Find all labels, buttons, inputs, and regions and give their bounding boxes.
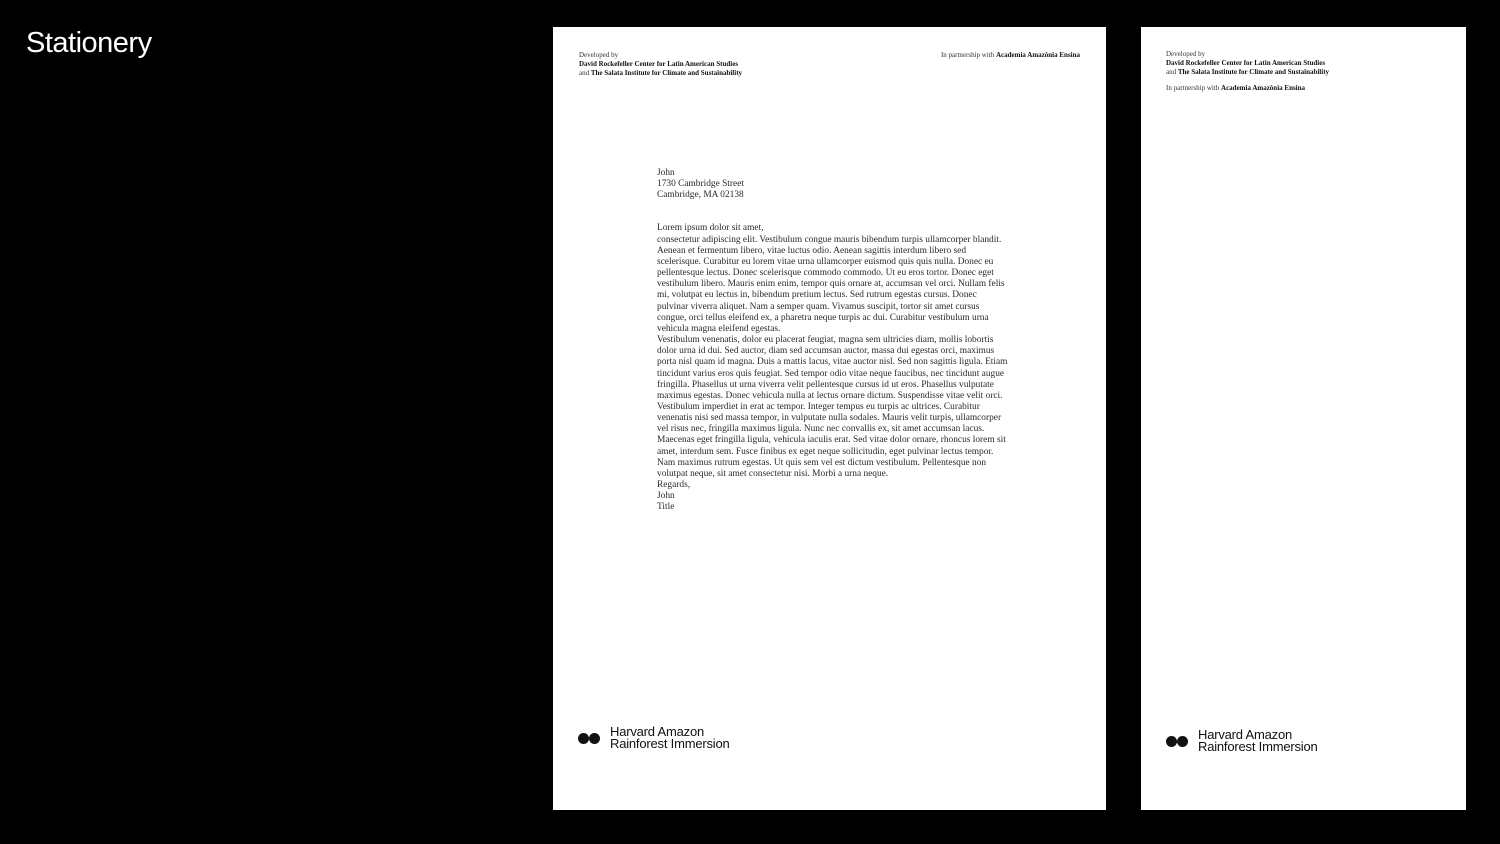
paragraph: Maecenas eget fringilla ligula, vehicula iaculis erat. Sed vitae dolor ornare, rhoncus lorem sit amet, interdum sem. Fusce finibus ex eget neque sollicitudin, eget pulvinar lectus tempor. Nam maximus rutrum egestas. Ut quis sem vel est dictum vestibulum. Pellentesque non volutpat neque, sit amet consectetur nisi. Morbi a urna neque. [657,435,1006,479]
recipient-city: Cambridge, MA 02138 [657,190,744,201]
developed-by-block [579,51,742,78]
two-dots-logo-icon [578,733,600,744]
page-title: Stationery [26,27,152,59]
signer-name: John [657,491,675,502]
recipient-name: John [657,168,675,178]
brand-logo [1166,729,1318,753]
wordmark [1198,729,1318,753]
partner-name: Academia Amazônia Ensina [1221,84,1306,92]
partner-prefix: In partnership with [1166,84,1220,92]
org-drclas: David Rockefeller Center for Latin American Studies [579,60,739,68]
paragraph: consectetur adipiscing elit. Vestibulum congue mauris bibendum turpis ullamcorper blandit. Aenean et fermentum libero, vitae luctus odio. Aenean sagittis interdum libero sed scelerisque. Curabitur eu lorem vitae urna ullamcorper euismod quis quis nulla. Donec eu pellentesque lectus. Donec scelerisque commodo commodo. Ut eu eros tortor. Donec eget vestibulum libero. Mauris enim enim, tempor quis ornare at, accumsan vel orci. Nullam felis mi, volutpat eu lectus in, bibendum pretium lectus. Sed rutrum egestas cursus. Donec pulvinar viverra aliquet. Nam a semper quam. Vivamus suscipit, tortor sit amet cursus congue, orci tellus eleifend ex, a pharetra neque turpis ac dui. Curabitur vestibulum urna vehicula magna eleifend egestas. [657,234,1005,334]
closing: Regards, [657,480,691,491]
developed-by-label: Developed by [1166,50,1206,58]
org-drclas: David Rockefeller Center for Latin American Studies [1166,59,1326,67]
wordmark-line1: Harvard Amazon [1198,727,1293,742]
and-label: and [579,69,590,77]
two-dots-logo-icon [1166,736,1188,747]
wordmark [610,726,730,750]
org-salata: The Salata Institute for Climate and Sustainability [590,69,743,77]
recipient-address [657,168,1009,201]
greeting: Lorem ipsum dolor sit amet, [657,223,764,234]
wordmark-line2: Rainforest Immersion [610,736,730,751]
org-salata: The Salata Institute for Climate and Sustainability [1177,68,1330,76]
letterhead-sheet-with-letter [553,27,1106,810]
brand-logo [578,726,730,750]
partnership-block [941,51,1080,60]
letterhead-sheet-blank [1141,27,1466,810]
partnership-block [1166,84,1305,93]
signer-title: Title [657,502,675,513]
developed-by-label: Developed by [579,51,619,59]
wordmark-line1: Harvard Amazon [610,724,705,739]
partner-prefix: In partnership with [940,51,995,59]
recipient-street: 1730 Cambridge Street [657,179,744,190]
paragraph: Vestibulum venenatis, dolor eu placerat feugiat, magna sem ultricies diam, mollis lobortis dolor urna id dui. Sed auctor, diam sed accumsan auctor, massa dui egestas orci, maximus porta nisl quam id magna. Duis a mattis lacus, vitae auctor nisl. Sed non sagittis ligula. Etiam tincidunt varius eros quis feugiat. Sed tempor odio vitae neque faucibus, nec tincidunt augue fringilla. Phasellus ut urna viverra velit pellentesque cursus id ut eros. Phasellus vulputate maximus egestas. Donec vehicula nulla at lectus ornare dictum. Suspendisse vitae velit orci. Vestibulum imperdiet in erat ac tempor. Integer tempus eu turpis ac ultrices. Curabitur venenatis nisi sed massa tempor, in vulputate nulla sodales. Mauris velit turpis, ullamcorper vel risus nec, fringilla maximus ligula. Nunc nec convallis ex, sit amet accumsan lacus. [657,335,1008,435]
wordmark-line2: Rainforest Immersion [1198,739,1318,754]
developed-by-block [1166,50,1329,77]
and-label: and [1166,68,1177,76]
letter-body [657,168,1009,514]
partner-name: Academia Amazônia Ensina [995,51,1080,59]
